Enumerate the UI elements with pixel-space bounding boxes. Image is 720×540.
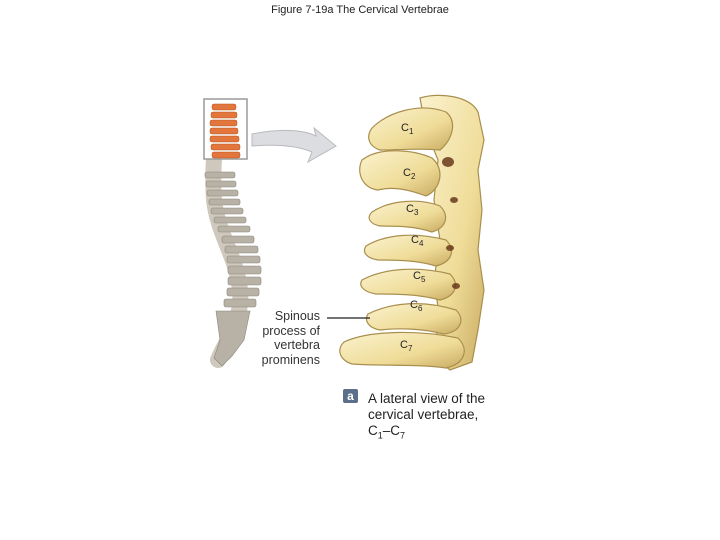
caption-range: $C_1-C_7$ bbox=[368, 423, 406, 441]
caption-badge: a bbox=[343, 389, 358, 403]
vertebra-label-c1: $C_1$ bbox=[401, 122, 414, 137]
figure-title: Figure 7-19a The Cervical Vertebrae bbox=[271, 4, 449, 16]
vertebra-label-c3: $C_3$ bbox=[406, 203, 419, 218]
vertebra-label-c7: $C_7$ bbox=[400, 339, 413, 354]
vertebra-label-c5: $C_5$ bbox=[413, 270, 426, 285]
vertebra-label-c6: $C_6$ bbox=[410, 299, 423, 314]
figure-caption: A lateral view of the cervical vertebrae, $C_1-C_7$ bbox=[368, 391, 518, 444]
vertebra-label-c4: $C_4$ bbox=[411, 234, 424, 249]
vertebra-label-c2: $C_2$ bbox=[403, 167, 416, 182]
cervical-highlight bbox=[204, 99, 247, 159]
spinous-process-label: Spinous process of vertebra prominens bbox=[261, 309, 320, 367]
zoom-arrow bbox=[252, 128, 336, 162]
cervical-column bbox=[340, 95, 484, 370]
